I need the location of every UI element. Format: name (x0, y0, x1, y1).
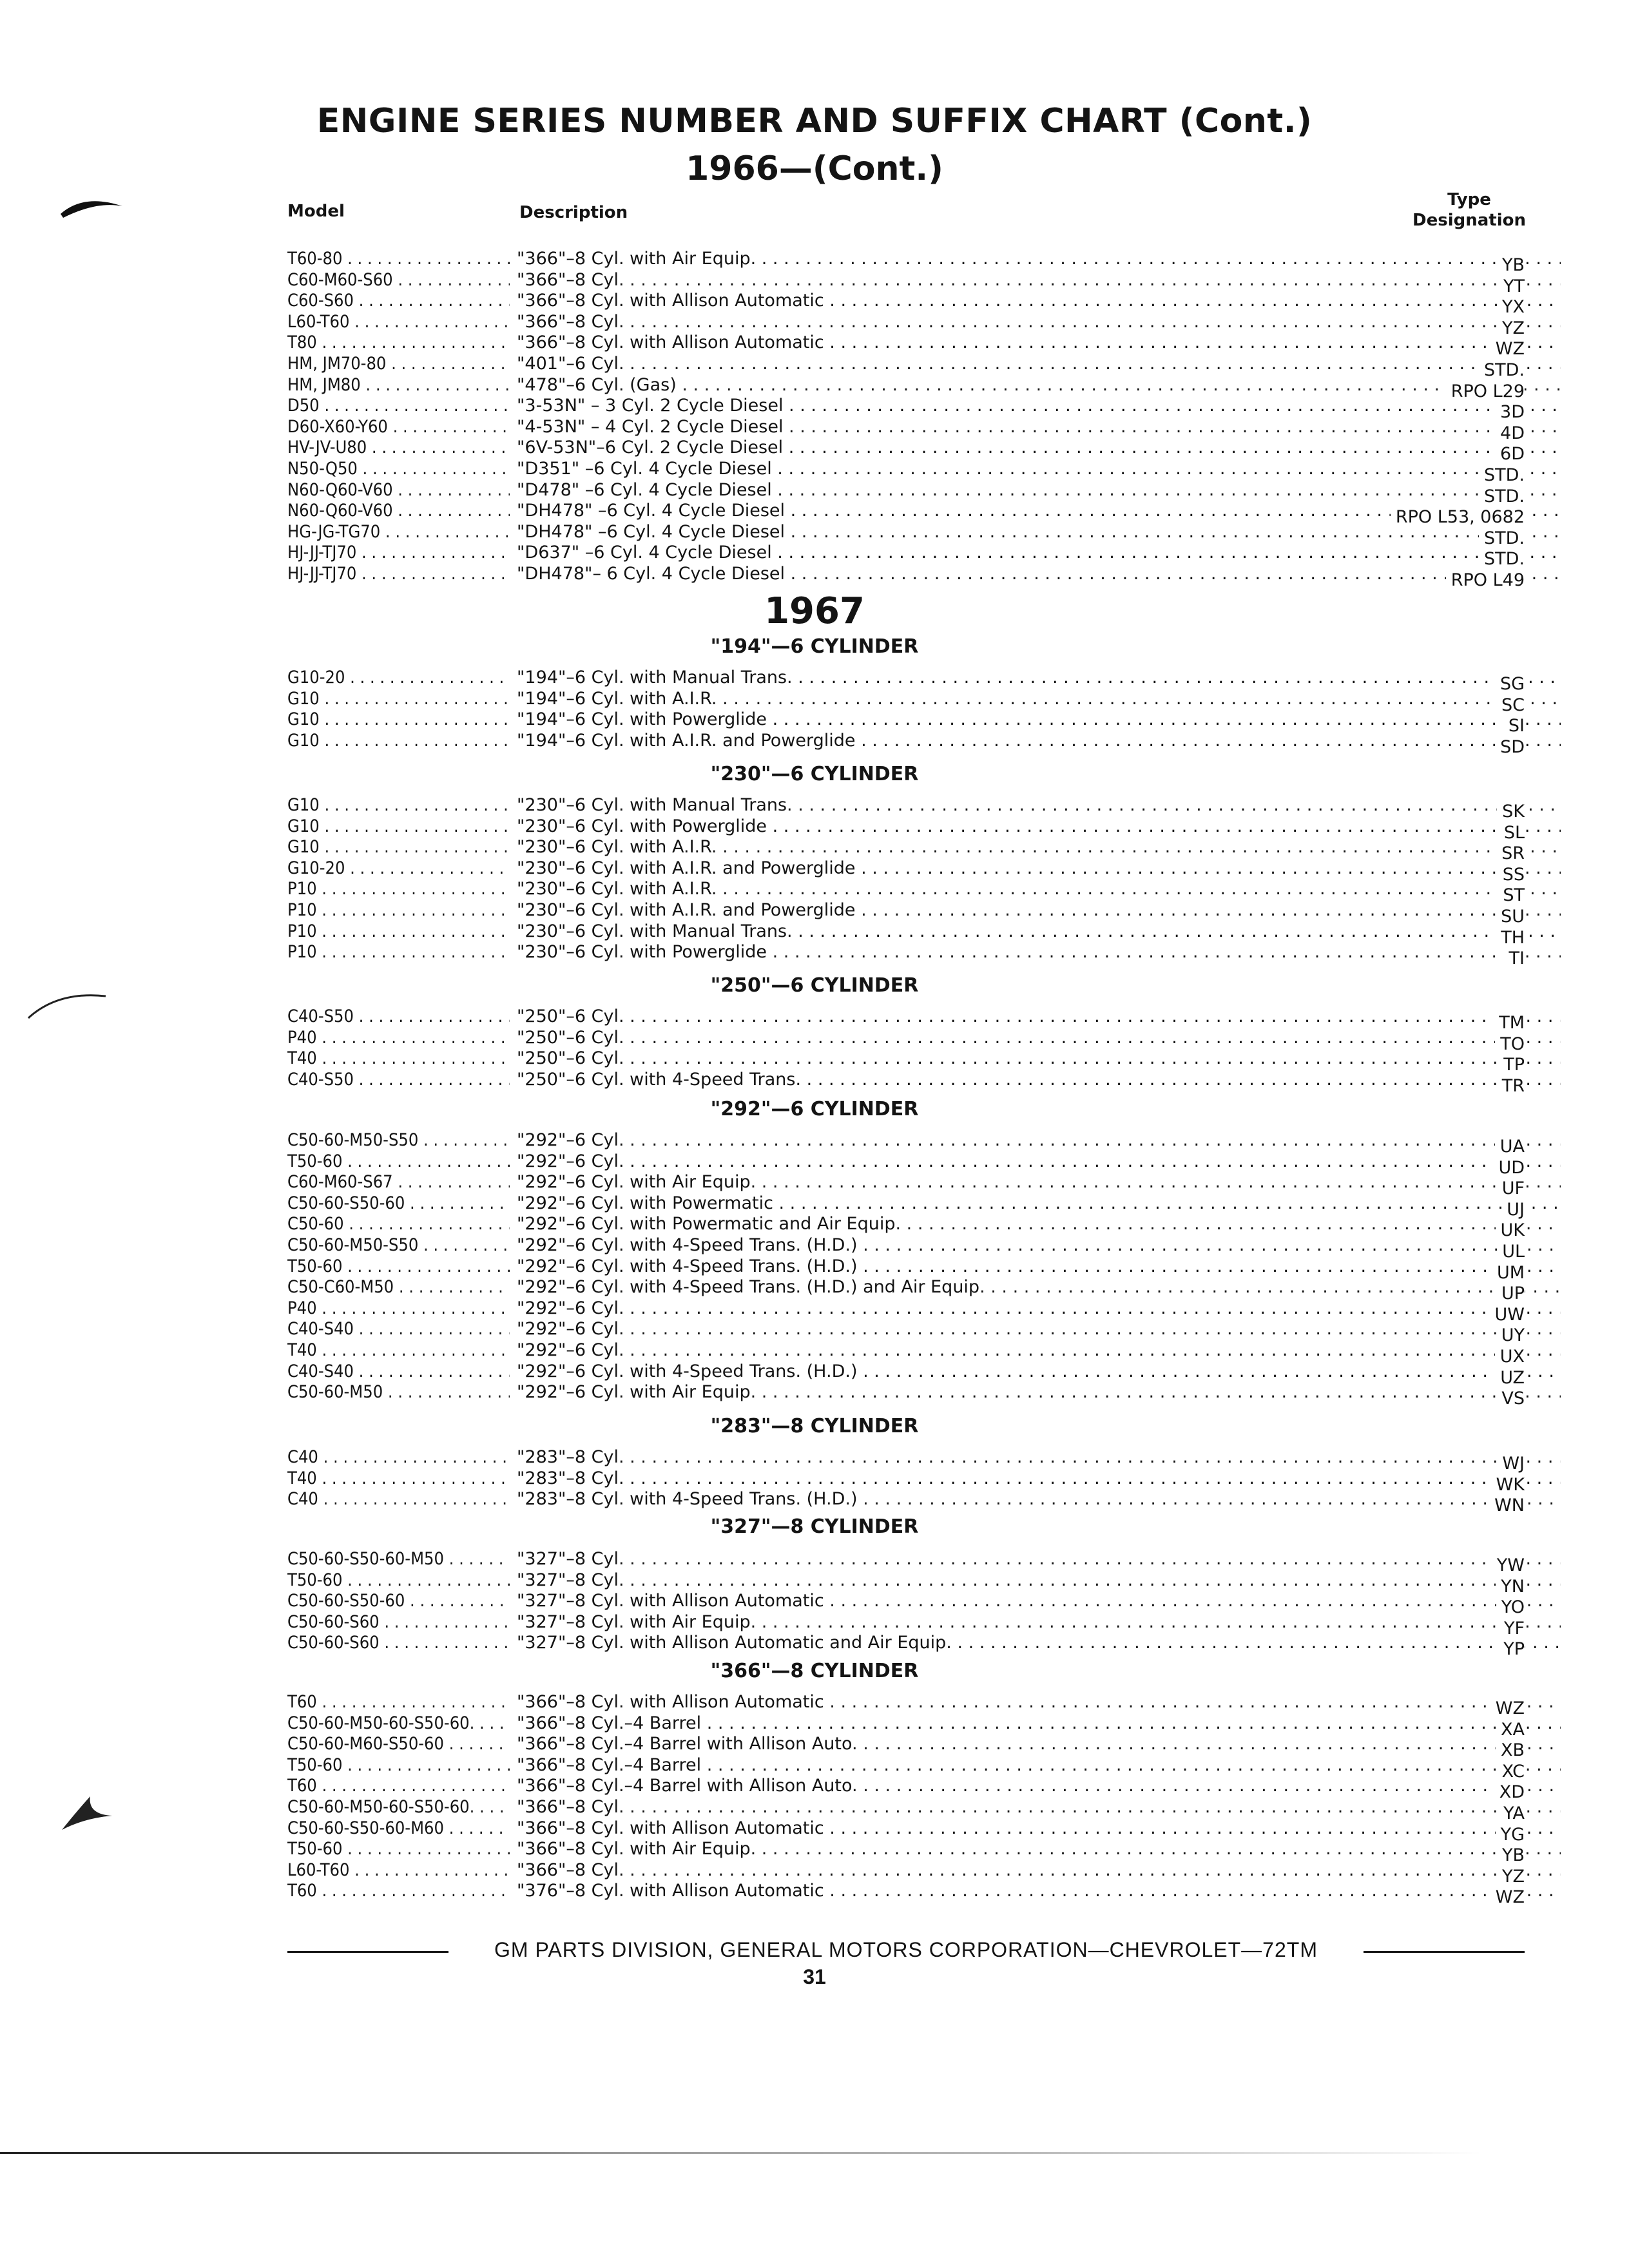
type-code-cell: XB (1496, 1740, 1525, 1761)
model-cell: C50-60-M50-60-S50-60. . . . (287, 1713, 510, 1734)
table-row (287, 1172, 1525, 1199)
model-cell: P10 . . . (287, 942, 510, 963)
table-row (287, 1818, 1525, 1845)
table-row (287, 668, 1525, 694)
description-cell: "292"–6 Cyl. . . . (517, 1151, 1561, 1172)
type-code-cell: UA (1495, 1137, 1525, 1157)
year-1967-heading: 1967 (764, 590, 865, 632)
column-header-type-line1: Type (1447, 190, 1491, 209)
section-heading: "283"—8 CYLINDER (710, 1415, 919, 1437)
table-row (287, 1611, 1525, 1639)
type-code-cell: STD. (1479, 486, 1525, 507)
model-cell: T50-60 . . . (287, 1151, 510, 1172)
table-row (287, 816, 1525, 843)
description-cell: "250"–6 Cyl. . . . (517, 1048, 1561, 1069)
model-cell: G10 . . . (287, 837, 510, 858)
description-cell: "250"–6 Cyl. . . . (517, 1006, 1561, 1027)
table-row (287, 1193, 1525, 1220)
description-cell: "283"–8 Cyl. . . . (517, 1468, 1561, 1489)
description-cell: "194"–6 Cyl. with Powerglide . . . (517, 709, 1561, 730)
type-code-cell: STD. (1479, 465, 1525, 486)
table-row (287, 521, 1525, 548)
section-rows (287, 795, 1525, 969)
model-cell: G10-20 . . . (287, 858, 510, 879)
model-cell: T50-60 . . . (287, 1755, 510, 1776)
table-row (287, 1591, 1525, 1618)
type-code-cell: 6D (1495, 444, 1525, 465)
table-row (287, 837, 1525, 864)
description-cell: "194"–6 Cyl. with Manual Trans. . . . (517, 668, 1561, 688)
type-code-cell: YB (1497, 1845, 1525, 1866)
model-cell: T50-60 . . . (287, 1839, 510, 1860)
table-row (287, 479, 1525, 506)
type-code-cell: XD (1494, 1782, 1525, 1803)
model-cell: C40-S50 . . . (287, 1070, 510, 1090)
model-cell: C50-60-S50-60 . . . (287, 1591, 510, 1611)
description-cell: "230"–6 Cyl. with Manual Trans. . . . (517, 921, 1561, 942)
description-cell: "292"–6 Cyl. with 4-Speed Trans. (H.D.) and Air Equip. . . . (517, 1277, 1561, 1298)
table-row (287, 1796, 1525, 1823)
scan-bottom-line (0, 2152, 1482, 2154)
footer-text: GM PARTS DIVISION, GENERAL MOTORS CORPORATION—CHEVROLET—72TM (494, 1938, 1318, 1961)
table-row (287, 458, 1525, 485)
description-cell: "366"–8 Cyl. with Allison Automatic . . . (517, 1692, 1561, 1713)
table-row (287, 1468, 1525, 1495)
table-row (287, 942, 1525, 969)
table-row (287, 501, 1525, 528)
type-code-cell: WJ (1497, 1454, 1525, 1474)
description-cell: "230"–6 Cyl. with A.I.R. and Powerglide . . . (517, 900, 1561, 921)
description-cell: "292"–6 Cyl. with Powermatic . . . (517, 1193, 1561, 1214)
model-cell: P10 . . . (287, 879, 510, 899)
section-rows (287, 249, 1525, 590)
description-cell: "230"–6 Cyl. with A.I.R. . . . (517, 837, 1561, 858)
description-cell: "366"–8 Cyl. . . . (517, 270, 1561, 291)
table-row (287, 1839, 1525, 1866)
table-row (287, 1319, 1525, 1346)
type-code-cell: TP (1498, 1055, 1525, 1075)
type-code-cell: UY (1496, 1325, 1525, 1346)
description-cell: "366"–8 Cyl. with Air Equip. . . . (517, 249, 1561, 269)
description-cell: "230"–6 Cyl. with Powerglide . . . (517, 942, 1561, 963)
table-row (287, 1006, 1525, 1033)
table-row (287, 416, 1525, 443)
table-row (287, 1382, 1525, 1409)
table-row (287, 1776, 1525, 1803)
description-cell: "283"–8 Cyl. with 4-Speed Trans. (H.D.) . . . (517, 1489, 1561, 1510)
model-cell: C40 . . . (287, 1447, 510, 1468)
table-row (287, 1069, 1525, 1096)
description-cell: "250"–6 Cyl. with 4-Speed Trans. . . . (517, 1070, 1561, 1090)
model-cell: C40-S50 . . . (287, 1006, 510, 1027)
scan-mark-top (58, 187, 129, 226)
description-cell: "366"–8 Cyl.–4 Barrel . . . (517, 1713, 1561, 1734)
model-cell: C50-60-S60 . . . (287, 1612, 510, 1633)
type-code-cell: 3D (1495, 402, 1525, 423)
table-row (287, 1692, 1525, 1718)
model-cell: L60-T60 . . . (287, 312, 510, 332)
column-header-model: Model (287, 202, 345, 221)
type-code-cell: YF (1499, 1619, 1525, 1639)
model-cell: HV-JV-U80 . . . (287, 437, 510, 458)
table-row (287, 1881, 1525, 1908)
type-code-cell: UP (1496, 1283, 1525, 1304)
table-row (287, 1361, 1525, 1388)
description-cell: "292"–6 Cyl. . . . (517, 1298, 1561, 1319)
type-code-cell: XA (1496, 1720, 1525, 1740)
model-cell: G10 . . . (287, 795, 510, 816)
type-code-cell: TH (1496, 928, 1525, 948)
table-row (287, 1860, 1525, 1887)
model-cell: C50-C60-M50 . . . (287, 1277, 510, 1298)
column-header-type-line2: Designation (1412, 211, 1526, 230)
description-cell: "292"–6 Cyl. . . . (517, 1340, 1561, 1361)
table-row (287, 1340, 1525, 1367)
model-cell: C60-M60-S60 . . . (287, 270, 510, 291)
table-row (287, 1713, 1525, 1740)
type-code-cell: TO (1495, 1034, 1525, 1055)
table-row (287, 311, 1525, 338)
description-cell: "376"–8 Cyl. with Allison Automatic . . . (517, 1881, 1561, 1901)
table-row (287, 1298, 1525, 1325)
section-rows (287, 1006, 1525, 1096)
description-cell: "D637" –6 Cyl. 4 Cycle Diesel . . . (517, 543, 1561, 563)
table-row (287, 269, 1525, 296)
description-cell: "366"–8 Cyl.–4 Barrel with Allison Auto. . . . (517, 1734, 1561, 1754)
table-row (287, 249, 1525, 275)
model-cell: N60-Q60-V60 . . . (287, 501, 510, 521)
table-row (287, 1734, 1525, 1761)
table-row (287, 1256, 1525, 1283)
model-cell: T40 . . . (287, 1048, 510, 1069)
table-row (287, 1130, 1525, 1157)
description-cell: "327"–8 Cyl. . . . (517, 1570, 1561, 1591)
section-rows (287, 1130, 1525, 1409)
model-cell: C50-60-M50 . . . (287, 1382, 510, 1403)
section-heading: "194"—6 CYLINDER (710, 635, 919, 658)
description-cell: "D478" –6 Cyl. 4 Cycle Diesel . . . (517, 480, 1561, 501)
model-cell: C50-60-M50-60-S50-60. . . . (287, 1797, 510, 1818)
type-code-cell: WZ (1490, 339, 1525, 360)
type-code-cell: WZ (1490, 1698, 1525, 1719)
type-code-cell: YX (1497, 297, 1525, 318)
description-cell: "366"–8 Cyl. with Allison Automatic . . . (517, 332, 1561, 353)
type-code-cell: SG (1495, 674, 1525, 695)
description-cell: "366"–8 Cyl. . . . (517, 1860, 1561, 1881)
type-code-cell: SL (1499, 823, 1525, 843)
type-code-cell: UF (1497, 1178, 1525, 1199)
type-code-cell: YA (1498, 1803, 1525, 1824)
type-code-cell: YB (1497, 255, 1525, 276)
section-heading: "250"—6 CYLINDER (710, 974, 919, 997)
table-row (287, 353, 1525, 380)
model-cell: G10 . . . (287, 731, 510, 751)
table-row (287, 396, 1525, 423)
type-code-cell: RPO L29 (1446, 381, 1525, 402)
section-rows (287, 1549, 1525, 1660)
table-row (287, 858, 1525, 885)
page-subtitle: 1966—(Cont.) (686, 149, 943, 188)
description-cell: "292"–6 Cyl. with Air Equip. . . . (517, 1172, 1561, 1193)
type-code-cell: UL (1497, 1242, 1525, 1262)
model-cell: HJ-JJ-TJ70 . . . (287, 564, 510, 584)
model-cell: C40-S40 . . . (287, 1361, 510, 1382)
model-cell: C40-S40 . . . (287, 1319, 510, 1340)
type-code-cell: UZ (1495, 1368, 1525, 1389)
table-row (287, 730, 1525, 757)
description-cell: "3-53N" – 3 Cyl. 2 Cycle Diesel . . . (517, 396, 1561, 416)
model-cell: G10 . . . (287, 689, 510, 709)
table-row (287, 332, 1525, 360)
description-cell: "250"–6 Cyl. . . . (517, 1028, 1561, 1048)
section-heading: "327"—8 CYLINDER (710, 1515, 919, 1538)
model-cell: C60-M60-S67 . . . (287, 1172, 510, 1193)
model-cell: P40 . . . (287, 1298, 510, 1319)
table-row (287, 1048, 1525, 1075)
description-cell: "327"–8 Cyl. with Allison Automatic and Air Equip. . . . (517, 1633, 1561, 1653)
type-code-cell: WK (1491, 1475, 1525, 1495)
type-code-cell: STD. (1479, 360, 1525, 381)
type-code-cell: YZ (1497, 1867, 1525, 1887)
description-cell: "283"–8 Cyl. . . . (517, 1447, 1561, 1468)
description-cell: "327"–8 Cyl. . . . (517, 1549, 1561, 1570)
table-row (287, 1235, 1525, 1262)
description-cell: "DH478" –6 Cyl. 4 Cycle Diesel . . . (517, 522, 1561, 543)
model-cell: T40 . . . (287, 1340, 510, 1361)
description-cell: "366"–8 Cyl. with Allison Automatic . . . (517, 1818, 1561, 1839)
type-code-cell: XC (1497, 1762, 1525, 1782)
description-cell: "230"–6 Cyl. with A.I.R. . . . (517, 879, 1561, 899)
type-code-cell: UW (1490, 1305, 1525, 1325)
table-row (287, 437, 1525, 465)
type-code-cell: SR (1496, 843, 1525, 864)
model-cell: HM, JM70-80 . . . (287, 354, 510, 374)
type-code-cell: UK (1496, 1220, 1525, 1241)
table-row (287, 1570, 1525, 1597)
table-row (287, 1633, 1525, 1660)
description-cell: "292"–6 Cyl. with Air Equip. . . . (517, 1382, 1561, 1403)
table-row (287, 563, 1525, 590)
type-code-cell: UX (1495, 1347, 1525, 1367)
model-cell: C50-60-S50-60-M50 . . . (287, 1549, 510, 1570)
model-cell: C50-60-M50-S50 . . . (287, 1235, 510, 1256)
table-row (287, 1027, 1525, 1054)
model-cell: C60-S60 . . . (287, 291, 510, 311)
table-row (287, 291, 1525, 318)
type-code-cell: TR (1497, 1076, 1525, 1097)
type-code-cell: UJ (1501, 1200, 1525, 1220)
column-header-type (1398, 189, 1540, 231)
description-cell: "230"–6 Cyl. with Powerglide . . . (517, 816, 1561, 837)
model-cell: C50-60 . . . (287, 1214, 510, 1235)
type-code-cell: YN (1496, 1577, 1525, 1597)
type-code-cell: STD. (1479, 549, 1525, 570)
page-footer (287, 1938, 1525, 1964)
description-cell: "366"–8 Cyl. . . . (517, 1797, 1561, 1818)
model-cell: T50-60 . . . (287, 1570, 510, 1591)
table-row (287, 899, 1525, 927)
model-cell: T60 . . . (287, 1881, 510, 1901)
description-cell: "DH478" –6 Cyl. 4 Cycle Diesel . . . (517, 501, 1561, 521)
model-cell: G10 . . . (287, 816, 510, 837)
table-row (287, 879, 1525, 906)
model-cell: T50-60 . . . (287, 1256, 510, 1277)
model-cell: N60-Q60-V60 . . . (287, 480, 510, 501)
model-cell: P10 . . . (287, 921, 510, 942)
table-row (287, 1277, 1525, 1304)
type-code-cell: SU (1496, 907, 1525, 927)
description-cell: "292"–6 Cyl. with 4-Speed Trans. (H.D.) . . . (517, 1256, 1561, 1277)
type-code-cell: YP (1498, 1639, 1525, 1660)
model-cell: T60 . . . (287, 1692, 510, 1713)
table-row (287, 1754, 1525, 1782)
description-cell: "D351" –6 Cyl. 4 Cycle Diesel . . . (517, 459, 1561, 479)
type-code-cell: WN (1489, 1495, 1525, 1516)
description-cell: "292"–6 Cyl. with 4-Speed Trans. (H.D.) . . . (517, 1361, 1561, 1382)
model-cell: C50-60-S50-60 . . . (287, 1193, 510, 1214)
type-code-cell: SI (1503, 716, 1525, 736)
section-heading: "366"—8 CYLINDER (710, 1660, 919, 1682)
description-cell: "292"–6 Cyl. . . . (517, 1130, 1561, 1151)
type-code-cell: TM (1494, 1013, 1525, 1033)
description-cell: "366"–8 Cyl. with Allison Automatic . . . (517, 291, 1561, 311)
model-cell: C50-60-M60-S50-60 . . . (287, 1734, 510, 1754)
column-header-description: Description (519, 203, 628, 222)
section-rows (287, 1692, 1525, 1908)
model-cell: L60-T60 . . . (287, 1860, 510, 1881)
description-cell: "194"–6 Cyl. with A.I.R. and Powerglide . . . (517, 731, 1561, 751)
description-cell: "6V-53N"–6 Cyl. 2 Cycle Diesel . . . (517, 437, 1561, 458)
type-code-cell: SD (1495, 737, 1525, 758)
model-cell: D60-X60-Y60 . . . (287, 417, 510, 437)
type-code-cell: SK (1497, 802, 1525, 822)
model-cell: T40 . . . (287, 1468, 510, 1489)
description-cell: "194"–6 Cyl. with A.I.R. . . . (517, 689, 1561, 709)
model-cell: HJ-JJ-TJ70 . . . (287, 543, 510, 563)
type-code-cell: TI (1504, 948, 1525, 969)
type-code-cell: ST (1498, 885, 1525, 906)
description-cell: "327"–8 Cyl. with Air Equip. . . . (517, 1612, 1561, 1633)
table-row (287, 795, 1525, 822)
type-code-cell: YW (1492, 1555, 1525, 1576)
type-code-cell: 4D (1495, 423, 1525, 444)
type-code-cell: YG (1496, 1825, 1525, 1845)
model-cell: N50-Q50 . . . (287, 459, 510, 479)
section-heading: "292"—6 CYLINDER (710, 1098, 919, 1120)
description-cell: "230"–6 Cyl. with A.I.R. and Powerglide . . . (517, 858, 1561, 879)
description-cell: "366"–8 Cyl.–4 Barrel with Allison Auto. . . . (517, 1776, 1561, 1796)
model-cell: T60 . . . (287, 1776, 510, 1796)
table-row (287, 1489, 1525, 1516)
model-cell: P40 . . . (287, 1028, 510, 1048)
type-code-cell: VS (1496, 1389, 1525, 1409)
description-cell: "478"–6 Cyl. (Gas) . . . (517, 375, 1561, 396)
model-cell: HG-JG-TG70 . . . (287, 522, 510, 543)
model-cell: G10 . . . (287, 709, 510, 730)
type-code-cell: YZ (1497, 318, 1525, 339)
model-cell: C50-60-M50-S50 . . . (287, 1130, 510, 1151)
type-code-cell: YT (1498, 276, 1525, 297)
type-code-cell: WZ (1490, 1887, 1525, 1908)
table-row (287, 709, 1525, 736)
type-code-cell: UD (1493, 1158, 1525, 1178)
description-cell: "292"–6 Cyl. . . . (517, 1319, 1561, 1340)
model-cell: C50-60-S60 . . . (287, 1633, 510, 1653)
table-row (287, 921, 1525, 948)
section-heading: "230"—6 CYLINDER (710, 763, 919, 785)
model-cell: C40 . . . (287, 1489, 510, 1510)
section-rows (287, 1447, 1525, 1516)
table-row (287, 1151, 1525, 1178)
description-cell: "292"–6 Cyl. with Powermatic and Air Equip. . . . (517, 1214, 1561, 1235)
model-cell: T80 . . . (287, 332, 510, 353)
description-cell: "327"–8 Cyl. with Allison Automatic . . . (517, 1591, 1561, 1611)
description-cell: "4-53N" – 4 Cyl. 2 Cycle Diesel . . . (517, 417, 1561, 437)
description-cell: "292"–6 Cyl. with 4-Speed Trans. (H.D.) . . . (517, 1235, 1561, 1256)
description-cell: "401"–6 Cyl. . . . (517, 354, 1561, 374)
description-cell: "DH478"– 6 Cyl. 4 Cycle Diesel . . . (517, 564, 1561, 584)
type-code-cell: RPO L49 (1446, 570, 1525, 591)
table-row (287, 1447, 1525, 1474)
model-cell: G10-20 . . . (287, 668, 510, 688)
type-code-cell: STD. (1479, 528, 1525, 549)
table-row (287, 1214, 1525, 1241)
description-cell: "366"–8 Cyl. . . . (517, 312, 1561, 332)
page-title: ENGINE SERIES NUMBER AND SUFFIX CHART (Cont.) (316, 102, 1313, 140)
description-cell: "366"–8 Cyl. with Air Equip. . . . (517, 1839, 1561, 1860)
type-code-cell: UM (1492, 1263, 1525, 1283)
model-cell: D50 . . . (287, 396, 510, 416)
type-code-cell: YO (1496, 1597, 1525, 1618)
model-cell: T60-80 . . . (287, 249, 510, 269)
page-number: 31 (803, 1965, 826, 1988)
type-code-cell: SC (1496, 695, 1525, 716)
table-row (287, 374, 1525, 401)
table-row (287, 688, 1525, 715)
type-code-cell: SS (1498, 865, 1525, 885)
table-row (287, 1549, 1525, 1575)
scan-mark-lower (58, 1791, 116, 1836)
section-rows (287, 668, 1525, 757)
model-cell: P10 . . . (287, 900, 510, 921)
model-cell: C50-60-S50-60-M60 . . . (287, 1818, 510, 1839)
description-cell: "366"–8 Cyl.–4 Barrel . . . (517, 1755, 1561, 1776)
type-code-cell: RPO L53, 0682 (1391, 507, 1525, 528)
table-row (287, 543, 1525, 570)
model-cell: HM, JM80 . . . (287, 375, 510, 396)
description-cell: "230"–6 Cyl. with Manual Trans. . . . (517, 795, 1561, 816)
